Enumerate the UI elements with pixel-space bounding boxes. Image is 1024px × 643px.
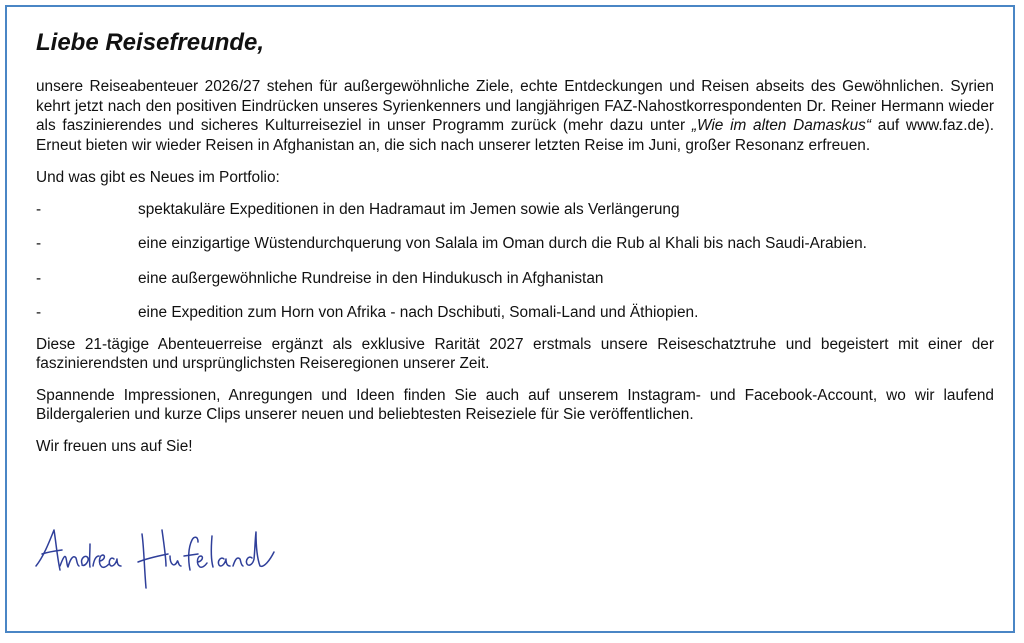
list-item [36,234,994,254]
handwritten-signature [30,514,280,604]
intro-text-part2: auf www.faz.de). Erneut bieten wir wieder Reisen in Afghanistan an, die sich nach unserer letzten Reise im Juni, großer Resonanz erfreuen. [36,117,995,154]
list-item [36,269,994,289]
letter-greeting: Liebe Reisefreunde, [36,29,265,56]
bullet-dash: - [36,200,42,218]
letter-body [36,28,994,456]
bullet-dash: - [36,304,42,321]
list-item [36,303,994,323]
list-item-text: eine Expedition zum Horn von Afrika - nach Dschibuti, Somali-Land und Äthiopien. [138,304,699,321]
portfolio-list [36,200,994,323]
portfolio-question: Und was gibt es Neues im Portfolio: [36,169,280,186]
closing-line: Wir freuen uns auf Sie! [36,437,193,455]
social-media-paragraph: Spannende Impressionen, Anregungen und Ideen finden Sie auch auf unserem Instagram- und Facebook-Account, wo wir laufend Bildergalerien und kurze Clips unserer neuen und beliebtesten Reiseziele für Sie veröffentlichen. [36,386,994,423]
intro-text-part1: unsere Reiseabenteuer 2026/27 stehen für außergewöhnliche Ziele, echte Entdeckungen und Reisen abseits des Gewöhnlichen. Syrien kehrt jetzt nach den positiven Eindrücken unseres Syrienkenners und langjährigen FAZ-Nahostkorrespondenten Dr. Reiner Hermann wieder als faszinierendes und sicheres Kulturreiseziel in unser Programm zurück (mehr dazu unter [36,78,994,134]
bullet-dash: - [36,235,42,252]
bullet-dash: - [36,269,42,287]
list-item-text: spektakuläre Expeditionen in den Hadramaut im Jemen sowie als Verlängerung [138,200,680,218]
list-item [36,200,994,220]
article-title-link-text: „Wie im alten Damaskus“ [691,117,872,134]
list-item-text: eine außergewöhnliche Rundreise in den Hindukusch in Afghanistan [138,269,604,287]
intro-paragraph [36,77,994,155]
list-item-text: eine einzigartige Wüstendurchquerung von Salala im Oman durch die Rub al Khali bis nach Saudi-Arabien. [138,235,867,252]
rarity-paragraph: Diese 21-tägige Abenteuerreise ergänzt als exklusive Rarität 2027 erstmals unsere Reiseschatztruhe und begeistert mit einer der faszinierendsten und ursprünglichsten Reiseregionen unserer Zeit. [36,335,994,372]
